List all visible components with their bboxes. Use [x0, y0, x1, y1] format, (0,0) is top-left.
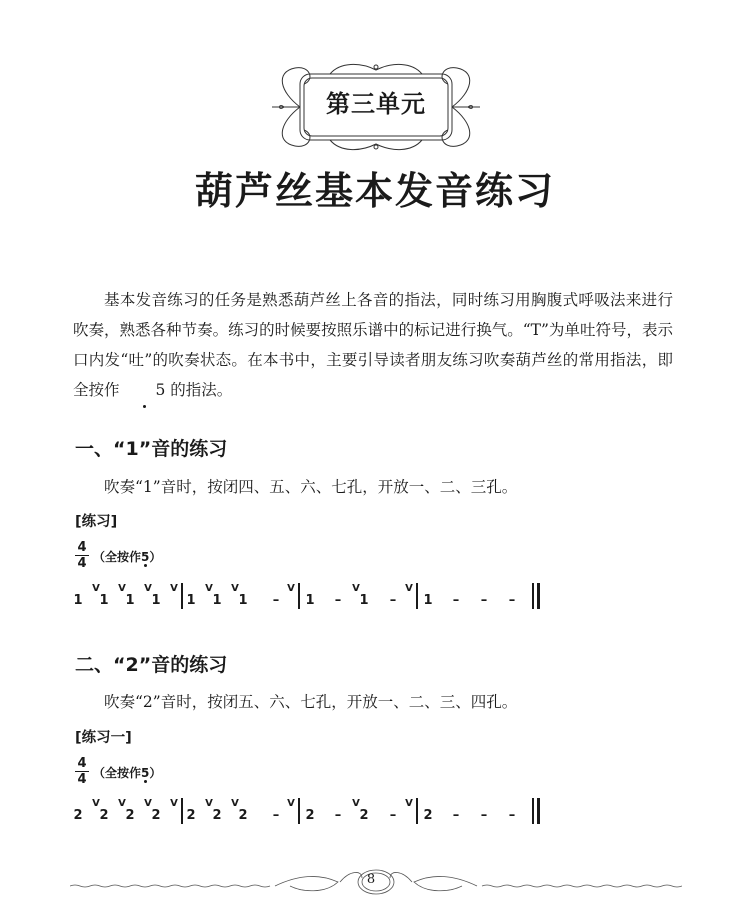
intro-paragraph: [73, 285, 673, 405]
breath-mark: V: [92, 583, 100, 594]
dash: –: [508, 593, 516, 608]
note: 1: [238, 593, 248, 608]
time-signature-denominator: 4: [77, 772, 87, 787]
note: 1: [186, 593, 196, 608]
notation-line-2: [70, 798, 550, 830]
breath-mark: V: [170, 583, 178, 594]
unit-title: 第三单元: [326, 90, 426, 118]
fingering-prefix: （全按作: [93, 550, 142, 564]
bar-line: [416, 583, 418, 609]
dash: –: [480, 593, 488, 608]
breath-mark: V: [231, 798, 239, 809]
practice-label-2: [练习一]: [75, 730, 132, 746]
note: 1: [73, 593, 83, 608]
page-number: 8: [366, 872, 376, 887]
section-heading-2: 二、“2”音的练习: [75, 654, 228, 676]
time-signature-denominator: 4: [77, 556, 87, 571]
note: 2: [423, 808, 433, 823]
dash: –: [272, 593, 280, 608]
breath-mark: V: [144, 583, 152, 594]
time-signature-2: [75, 757, 89, 786]
note: 1: [212, 593, 222, 608]
note: 2: [238, 808, 248, 823]
note: 1: [359, 593, 369, 608]
section-description-1: 吹奏“1”音时，按闭四、五、六、七孔，开放一、二、三孔。: [104, 478, 518, 496]
note: 2: [73, 808, 83, 823]
breath-mark: V: [352, 583, 360, 594]
dash: –: [389, 593, 397, 608]
time-signature-numerator: 4: [75, 757, 89, 772]
fingering-prefix: （全按作: [93, 766, 142, 780]
fingering-suffix: ）: [149, 550, 162, 564]
breath-mark: V: [118, 583, 126, 594]
dash: –: [452, 808, 460, 823]
fingering-suffix: ）: [149, 766, 162, 780]
note: 2: [212, 808, 222, 823]
intro-note-low-5: 5: [124, 375, 165, 405]
breath-mark: V: [405, 798, 413, 809]
breath-mark: V: [92, 798, 100, 809]
dash: –: [480, 808, 488, 823]
breath-mark: V: [144, 798, 152, 809]
note: 2: [125, 808, 135, 823]
intro-text-part1: 基本发音练习的任务是熟悉葫芦丝上各音的指法，同时练习用胸腹式呼吸法来进行吹奏，熟悉各种节奏。练习的时候要按照乐谱中的标记进行换气。“T”为单吐符号，表示口内发“吐”的吹奏状态。在本书中，主要引导读者朋友练习吹奏葫芦丝的常用指法，即全按作: [73, 291, 673, 399]
final-bar-thick: [537, 583, 540, 609]
fingering-note-1: [93, 548, 161, 565]
breath-mark: V: [205, 798, 213, 809]
note: 2: [359, 808, 369, 823]
breath-mark: V: [405, 583, 413, 594]
fingering-low-5: 5: [141, 550, 150, 564]
breath-mark: V: [118, 798, 126, 809]
note: 1: [151, 593, 161, 608]
time-signature-numerator: 4: [75, 541, 89, 556]
page-title: 葫芦丝基本发音练习: [194, 168, 555, 213]
note: 2: [99, 808, 109, 823]
breath-mark: V: [352, 798, 360, 809]
note: 1: [99, 593, 109, 608]
fingering-note-2: [93, 764, 161, 781]
dash: –: [334, 593, 342, 608]
bar-line: [298, 583, 300, 609]
bar-line: [181, 583, 183, 609]
breath-mark: V: [287, 798, 295, 809]
note: 2: [305, 808, 315, 823]
note: 2: [186, 808, 196, 823]
breath-mark: V: [231, 583, 239, 594]
dash: –: [452, 593, 460, 608]
intro-text-part2: 的指法。: [165, 381, 233, 399]
final-bar-thin: [532, 583, 534, 609]
final-bar-thick: [537, 798, 540, 824]
bar-line: [416, 798, 418, 824]
time-signature-1: [75, 541, 89, 570]
note: 2: [151, 808, 161, 823]
notation-line-1: [70, 583, 550, 615]
note: 1: [423, 593, 433, 608]
dash: –: [272, 808, 280, 823]
note: 1: [305, 593, 315, 608]
section-heading-1: 一、“1”音的练习: [75, 438, 228, 460]
note: 1: [125, 593, 135, 608]
dash: –: [334, 808, 342, 823]
final-bar-thin: [532, 798, 534, 824]
bar-line: [298, 798, 300, 824]
breath-mark: V: [287, 583, 295, 594]
section-description-2: 吹奏“2”音时，按闭五、六、七孔，开放一、二、三、四孔。: [104, 693, 518, 711]
practice-label-1: [练习]: [75, 514, 118, 530]
dash: –: [508, 808, 516, 823]
bar-line: [181, 798, 183, 824]
fingering-low-5: 5: [141, 766, 150, 780]
breath-mark: V: [170, 798, 178, 809]
dash: –: [389, 808, 397, 823]
breath-mark: V: [205, 583, 213, 594]
